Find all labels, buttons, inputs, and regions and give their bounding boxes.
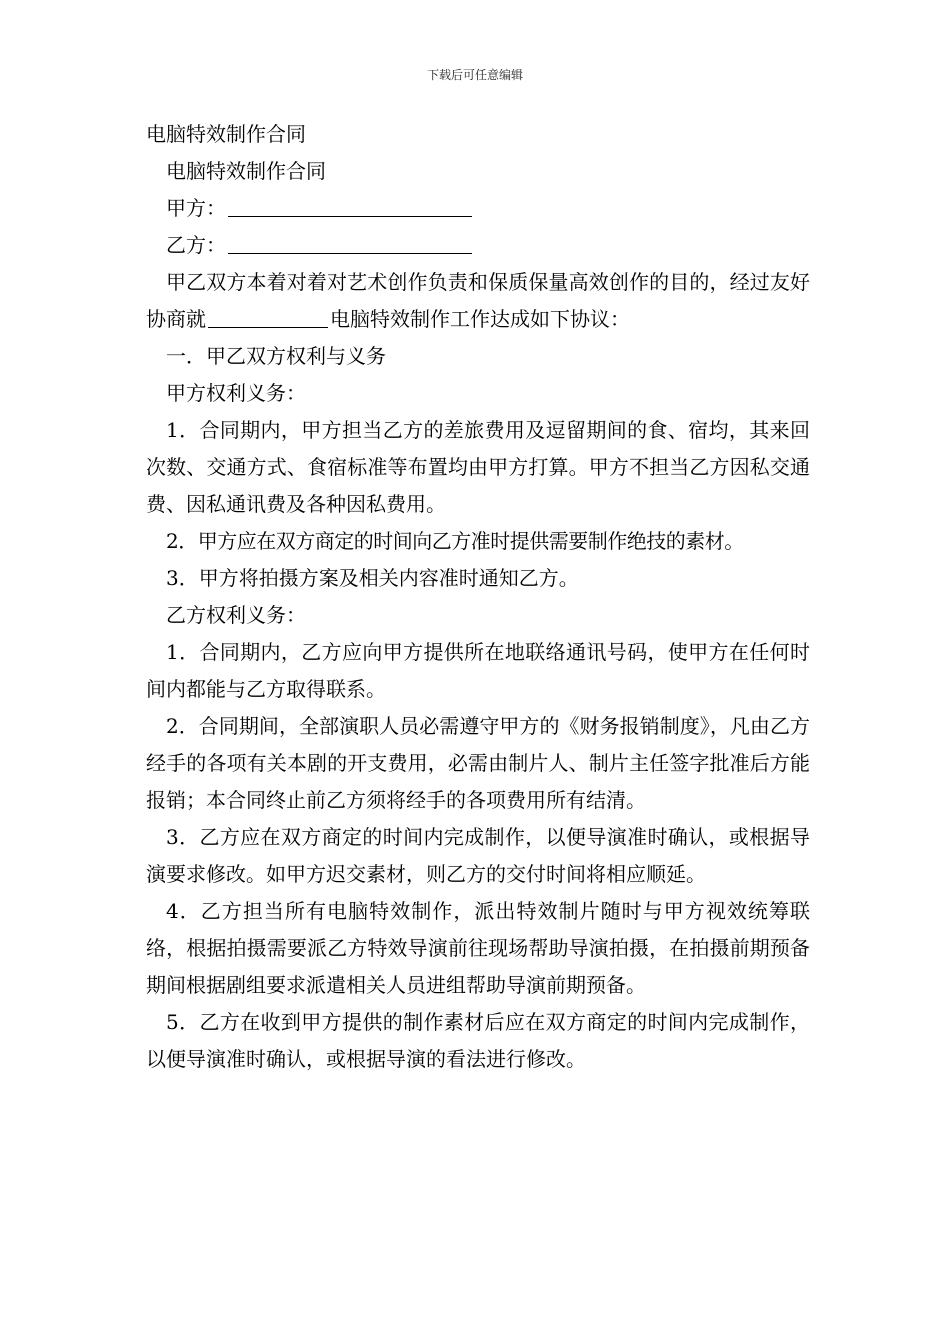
intro-prefix: 甲乙双方本着对着对艺术创作负责和保质保量高效创作的目的，经过友好协商就 (146, 270, 810, 331)
section-heading: 一．甲乙双方权利与义务 (166, 344, 386, 368)
party-a-label: 甲方： (166, 196, 226, 220)
party-b-rights-heading: 乙方权利义务： (166, 603, 306, 627)
document-title: 电脑特效制作合同 (146, 122, 306, 146)
clause-b-2: 2．合同期间，全部演职人员必需遵守甲方的《财务报销制度》，凡由乙方经手的各项有关本剧的开支费用，必需由制片人、制片主任签字批准后方能报销；本合同终止前乙方须将经手的各项费用所有结清。 (146, 714, 810, 812)
page-header: 下载后可任意编辑 (426, 68, 523, 82)
party-a-line (146, 190, 810, 227)
intro-paragraph (146, 264, 810, 338)
party-b-label: 乙方： (166, 233, 226, 257)
clause-a-3: 3．甲方将拍摄方案及相关内容准时通知乙方。 (166, 566, 579, 590)
party-b-line (146, 227, 810, 264)
clause-a-1: 1．合同期内，甲方担当乙方的差旅费用及逗留期间的食、宿均，其来回次数、交通方式、食宿标准等布置均由甲方打算。甲方不担当乙方因私交通费、因私通讯费及各种因私费用。 (146, 418, 810, 516)
party-b-blank (228, 231, 472, 254)
project-blank (208, 305, 328, 328)
clause-b-3: 3．乙方应在双方商定的时间内完成制作，以便导演准时确认，或根据导演要求修改。如甲方迟交素材，则乙方的交付时间将相应顺延。 (146, 825, 810, 886)
clause-a-2: 2．甲方应在双方商定的时间向乙方准时提供需要制作绝技的素材。 (166, 529, 744, 553)
party-a-rights-heading: 甲方权利义务： (166, 381, 306, 405)
intro-suffix: 电脑特效制作工作达成如下协议： (330, 307, 630, 331)
party-a-blank (228, 194, 472, 217)
clause-b-4: 4．乙方担当所有电脑特效制作，派出特效制片随时与甲方视效统筹联络，根据拍摄需要派乙方特效导演前往现场帮助导演拍摄，在拍摄前期预备期间根据剧组要求派遣相关人员进组帮助导演前期预备。 (146, 899, 810, 997)
document-subtitle: 电脑特效制作合同 (166, 159, 326, 183)
document-body (146, 116, 810, 1078)
clause-b-5: 5．乙方在收到甲方提供的制作素材后应在双方商定的时间内完成制作，以便导演准时确认，或根据导演的看法进行修改。 (146, 1010, 810, 1071)
clause-b-1: 1．合同期内，乙方应向甲方提供所在地联络通讯号码，使甲方在任何时间内都能与乙方取得联系。 (146, 640, 810, 701)
